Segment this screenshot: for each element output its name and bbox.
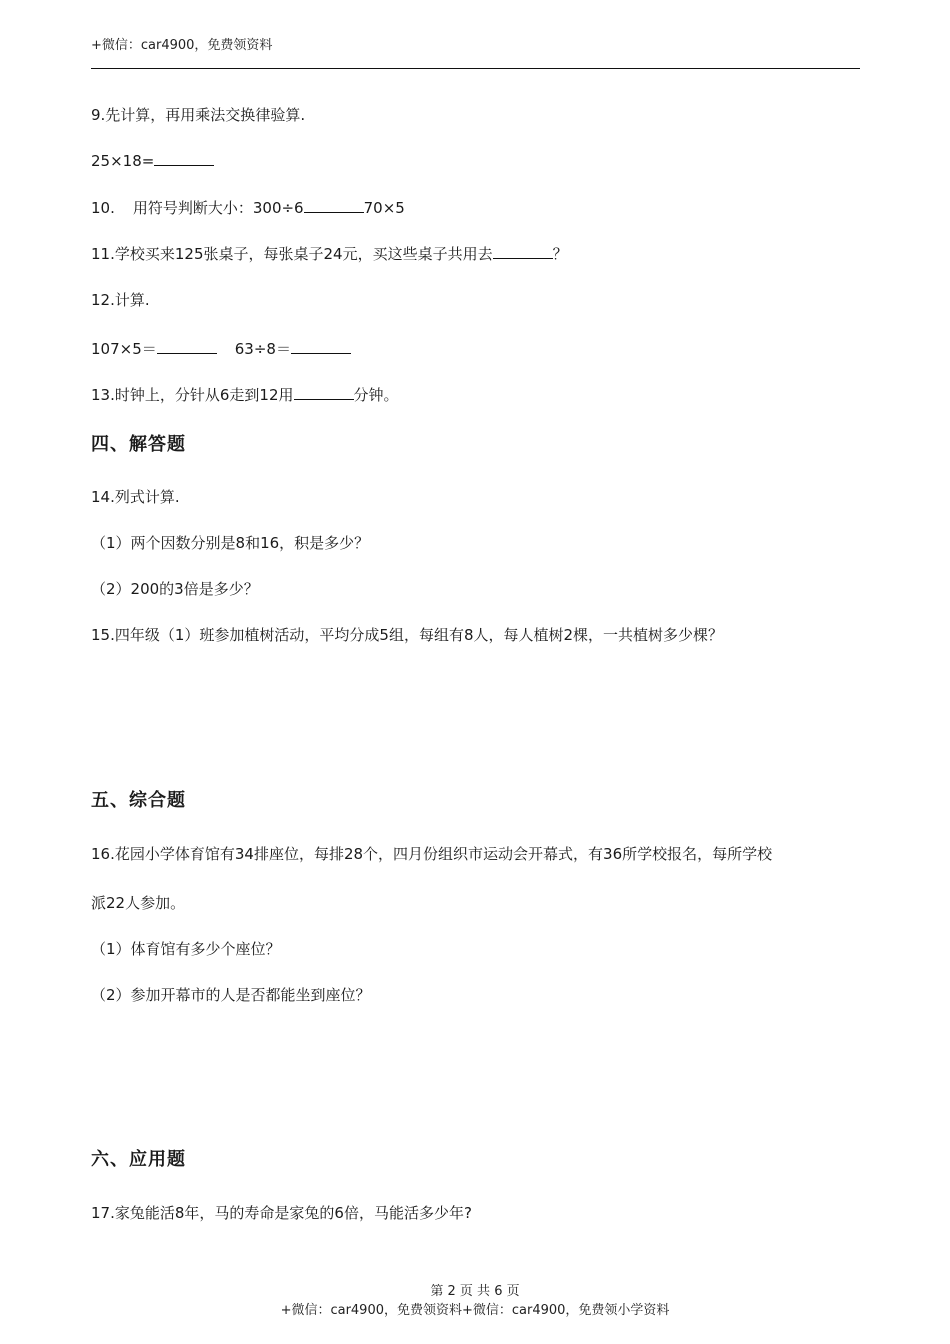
question-12-expr-a: 107×5＝ [91, 340, 157, 358]
question-11-text-a: 11.学校买来125张桌子，每张桌子24元，买这些桌子共用去 [91, 245, 493, 263]
question-9-text: 9.先计算，再用乘法交换律验算. [91, 106, 306, 124]
header-divider [91, 68, 860, 69]
section-6-heading: 六、应用题 [91, 1149, 186, 1170]
question-14-sub-2: （2）200的3倍是多少？ [91, 580, 259, 598]
footer-page-info: 第 2 页 共 6 页 [430, 1284, 520, 1299]
question-16-sub-2: （2）参加开幕市的人是否都能坐到座位？ [91, 986, 371, 1004]
answer-blank [493, 244, 553, 259]
question-13-text-a: 13.时钟上，分针从6走到12用 [91, 386, 294, 404]
question-11 [91, 243, 568, 264]
answer-blank [304, 198, 364, 213]
question-12-expressions [91, 338, 351, 359]
header-watermark: +微信：car4900，免费领资料 [91, 38, 273, 53]
question-14-sub-1: （1）两个因数分别是8和16，积是多少？ [91, 534, 370, 552]
question-10-number: 10. [91, 199, 115, 217]
question-16-line-1: 16.花园小学体育馆有34排座位，每排28个，四月份组织市运动会开幕式，有36所学校报名，每所学校 [91, 845, 773, 863]
question-9-expression [91, 151, 214, 170]
question-13-text-b: 分钟。 [353, 386, 399, 404]
question-16-sub-1: （1）体育馆有多少个座位？ [91, 940, 281, 958]
answer-blank [157, 339, 217, 354]
answer-blank [294, 385, 354, 400]
answer-blank [291, 339, 351, 354]
question-15-text: 15.四年级（1）班参加植树活动，平均分成5组，每组有8人，每人植树2棵，一共植树多少棵？ [91, 626, 724, 644]
question-10 [91, 197, 405, 218]
question-13 [91, 384, 399, 405]
question-12-expr-b: 63÷8＝ [234, 340, 291, 358]
question-10-text-b: 70×5 [363, 199, 405, 217]
question-11-text-b: ？ [552, 245, 568, 263]
question-12-text: 12.计算. [91, 291, 150, 309]
answer-blank [154, 151, 214, 166]
question-16-line-2: 派22人参加。 [91, 894, 186, 912]
question-9-expr-text: 25×18= [91, 152, 155, 170]
section-4-heading: 四、解答题 [91, 434, 186, 455]
section-5-heading: 五、综合题 [91, 790, 186, 811]
footer-watermark: +微信：car4900，免费领资料+微信：car4900，免费领小学资料 [280, 1303, 670, 1318]
question-14-text: 14.列式计算. [91, 488, 180, 506]
question-17-text: 17.家兔能活8年，马的寿命是家兔的6倍，马能活多少年? [91, 1204, 472, 1222]
question-10-text-a: 用符号判断大小：300÷6 [132, 199, 304, 217]
